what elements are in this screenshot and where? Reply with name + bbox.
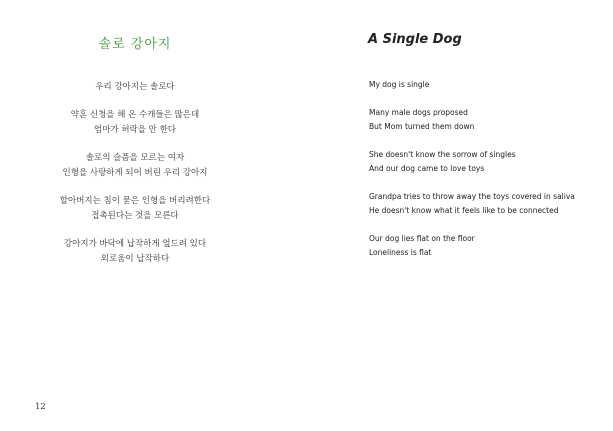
english-stanza-1 bbox=[369, 78, 575, 93]
poem-line: 할아버지는 침이 묻은 인형을 버리려한다 bbox=[59, 196, 211, 206]
korean-stanza-1 bbox=[0, 80, 270, 95]
korean-stanza-3 bbox=[0, 151, 270, 181]
poem-line: He doesn't know what it feels like to be connected bbox=[369, 206, 559, 215]
poem-line: She doesn't know the sorrow of singles bbox=[369, 149, 516, 159]
right-page bbox=[306, 0, 613, 431]
poem-line: Our dog lies flat on the floor bbox=[369, 233, 475, 243]
english-poem-title: A Single Dog bbox=[368, 32, 462, 47]
english-stanza-2 bbox=[369, 106, 575, 135]
korean-stanza-5 bbox=[0, 237, 270, 267]
korean-stanza-4 bbox=[0, 194, 270, 224]
poem-line: 약혼 신청을 해 온 수캐들은 많은데 bbox=[70, 110, 200, 120]
english-stanza-5 bbox=[369, 232, 575, 261]
poem-line: 외로움이 납작하다 bbox=[100, 254, 170, 264]
poem-line: 강아지가 바닥에 납작하게 엎드려 있다 bbox=[63, 239, 207, 249]
english-poem-body bbox=[369, 78, 575, 274]
poem-line: Loneliness is flat bbox=[369, 248, 432, 257]
english-stanza-4 bbox=[369, 190, 575, 219]
poem-line: Many male dogs proposed bbox=[369, 107, 468, 117]
poem-line: But Mom turned them down bbox=[369, 122, 475, 131]
page-number: 12 bbox=[35, 402, 46, 412]
poem-line: 엄마가 허락을 안 한다 bbox=[93, 125, 176, 135]
poem-line: 우리 강아지는 솔로다 bbox=[95, 82, 175, 92]
poem-line: 인형을 사랑하게 되어 버린 우리 강아지 bbox=[62, 168, 208, 178]
poem-line: 접촉된다는 것을 모른다 bbox=[91, 211, 179, 221]
korean-poem-title: 솔로 강아지 bbox=[98, 37, 172, 52]
korean-poem-body bbox=[0, 80, 270, 280]
korean-stanza-2 bbox=[0, 108, 270, 138]
poem-line: 솔로의 슬픔을 모르는 여자 bbox=[85, 153, 185, 163]
poem-line: And our dog came to love toys bbox=[369, 164, 485, 173]
poem-line: Grandpa tries to throw away the toys covered in saliva bbox=[369, 191, 575, 201]
poem-line: My dog is single bbox=[369, 80, 430, 89]
left-page bbox=[0, 0, 306, 431]
english-stanza-3 bbox=[369, 148, 575, 177]
